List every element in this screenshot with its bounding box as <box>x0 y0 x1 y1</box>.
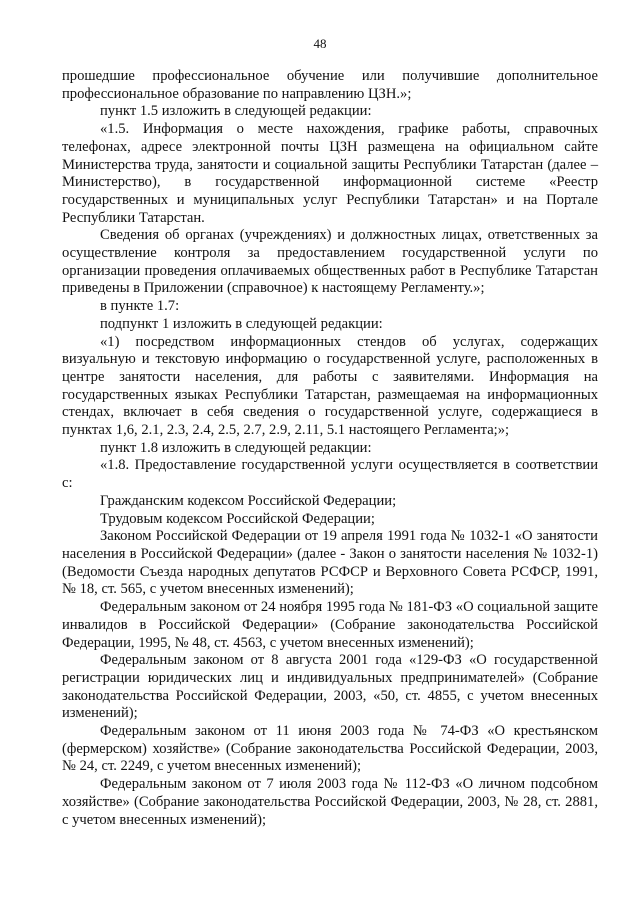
paragraph: прошедшие профессиональное обучение или получившие дополнительное профессиональное образование по направлению ЦЗН.»; <box>62 68 598 102</box>
paragraph: Федеральным законом от 24 ноября 1995 года № 181-ФЗ «О социальной защите инвалидов в Российской Федерации» (Собрание законодательства Российской Федерации, 1995, № 48, ст. 4563, с учетом внесенных изменений); <box>62 599 598 651</box>
paragraph: «1.8. Предоставление государственной услуги осуществляется в соответствии с: <box>62 457 598 492</box>
paragraph: Законом Российской Федерации от 19 апреля 1991 года № 1032-1 «О занятости населения в Российской Федерации» (далее - Закон о занятости населения № 1032-1) (Ведомости Съезда народных депутатов РСФСР и Верховного Совета РСФСР, 1991, № 18, ст. 565, с учетом внесенных изменений); <box>62 528 598 598</box>
page-number: 48 <box>313 36 327 51</box>
document-body <box>62 68 598 829</box>
paragraph: Федеральным законом от 8 августа 2001 года «129-ФЗ «О государственной регистрации юридических лиц и индивидуальных предпринимателей» (Собрание законодательства Российской Федерации, 2003, «50, ст. 4855, с учетом внесенных изменений); <box>62 652 598 722</box>
paragraph: Сведения об органах (учреждениях) и должностных лицах, ответственных за осуществление контроля за предоставлением государственной услуги по организации проведения оплачиваемых общественных работ в Республике Татарстан приведены в Приложении (справочное) к настоящему Регламенту.»; <box>62 227 598 297</box>
paragraph: Трудовым кодексом Российской Федерации; <box>100 510 375 527</box>
paragraph: Федеральным законом от 11 июня 2003 года № 74-ФЗ «О крестьянском (фермерском) хозяйстве» (Собрание законодательства Российской Федерации, 2003, № 24, ст. 2249, с учетом внесенных изменений); <box>62 723 598 775</box>
paragraph: Гражданским кодексом Российской Федерации; <box>100 492 397 509</box>
paragraph: «1.5. Информация о месте нахождения, графике работы, справочных телефонах, адресе электронной почты ЦЗН размещена на официальном сайте Министерства труда, занятости и социальной защиты Республики Татарстан (далее – Министерство), в государственной информационной системе «Реестр государственных и муниципальных услуг Республики Татарстан» и на Портале Республики Татарстан. <box>62 121 598 226</box>
paragraph: Федеральным законом от 7 июля 2003 года № 112-ФЗ «О личном подсобном хозяйстве» (Собрание законодательства Российской Федерации, 2003, № 28, ст. 2881, с учетом внесенных изменений); <box>62 776 598 828</box>
paragraph: в пункте 1.7: <box>100 298 180 315</box>
paragraph: пункт 1.8 изложить в следующей редакции: <box>100 439 372 456</box>
paragraph: подпункт 1 изложить в следующей редакции: <box>100 315 383 332</box>
paragraph: пункт 1.5 изложить в следующей редакции: <box>100 103 372 120</box>
paragraph: «1) посредством информационных стендов об услугах, содержащих визуальную и текстовую информацию о государственной услуге, расположенных в центре занятости населения, для работы с заявителями. Информация на государственных языках Республики Татарстан, размещаемая на информационных стендах, включает в себя сведения о государственной услуге, содержащиеся в пунктах 1,6, 2.1, 2.3, 2.4, 2.5, 2.7, 2.9, 2.11, 5.1 настоящего Регламента;»; <box>62 333 598 439</box>
